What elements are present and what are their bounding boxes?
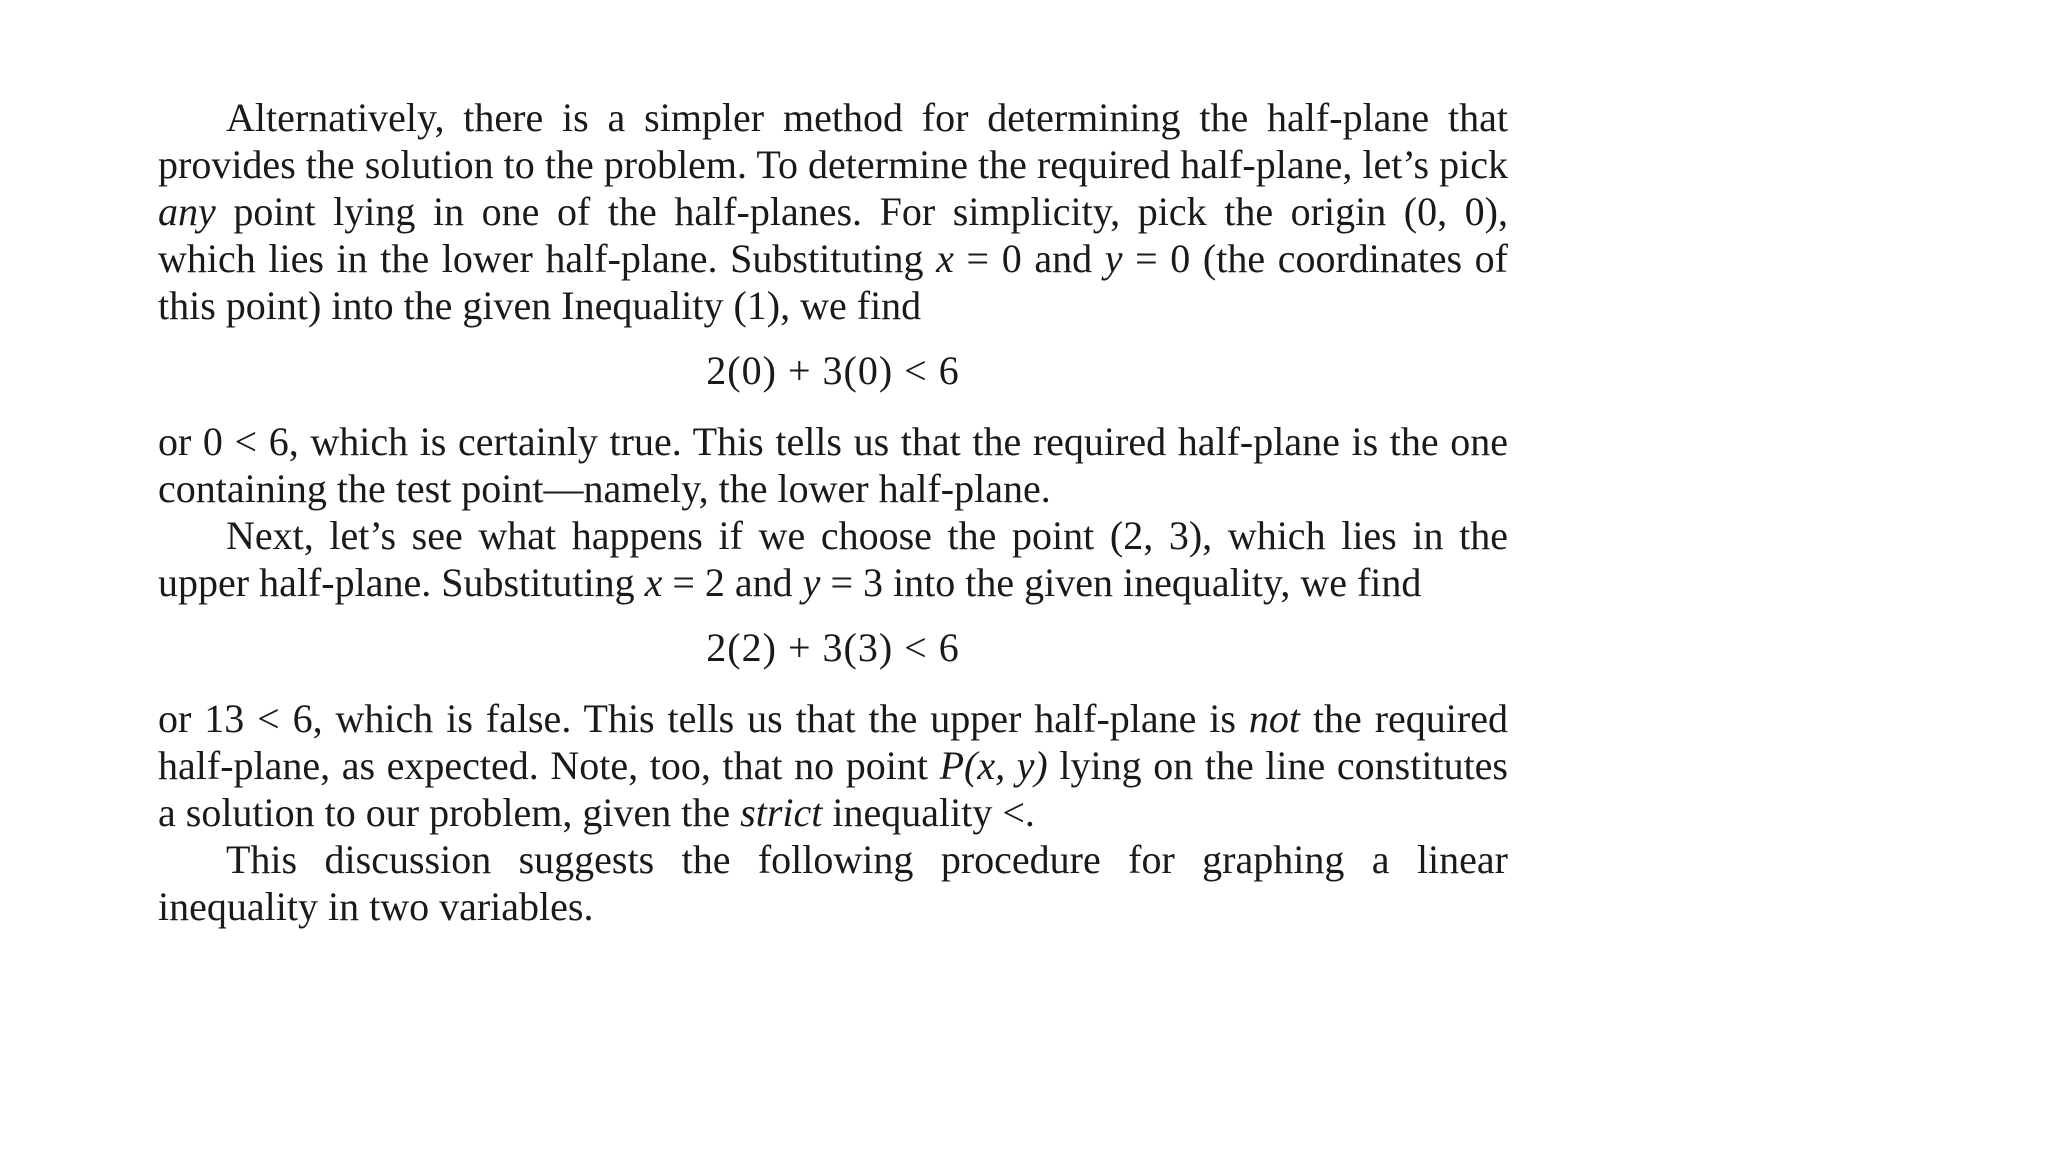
paragraph-alternative-method [158, 94, 1508, 329]
p3-variable-x: x [644, 560, 663, 605]
p1-text-d: = 0 (the coordinates of this point) into the given Inequality (1), we find [158, 236, 1508, 328]
p3-text-b: = 2 and [662, 560, 803, 605]
p4-text-a: or 13 < 6, which is false. This tells us that the upper half-plane is [158, 696, 1249, 741]
p4-emphasis-not: not [1248, 696, 1301, 741]
p1-emphasis-any: any [158, 189, 216, 234]
paragraph-discussion-summary: This discussion suggests the following procedure for graphing a linear inequality in two variables. [158, 837, 1508, 929]
paragraph-point-result [158, 695, 1508, 836]
equation-origin-test: 2(0) + 3(0) < 6 [706, 348, 960, 393]
p4-text-d: inequality <. [822, 790, 1035, 835]
p4-text-c: lying on the line constitutes a solution to our problem, given the [158, 743, 1508, 835]
p1-text-a: Alternatively, there is a simpler method for determining the half-plane that provides the solution to the problem. To determine the required half-plane, let’s pick [158, 95, 1508, 187]
p3-variable-y: y [802, 560, 821, 605]
p1-text-b: point lying in one of the half-planes. For simplicity, pick the origin (0, 0), which lies in the lower half-plane. Substituting [158, 189, 1508, 281]
text-body [158, 94, 1508, 930]
paragraph-next-point [158, 512, 1508, 606]
equation-point-test: 2(2) + 3(3) < 6 [706, 625, 960, 670]
p3-text-a: Next, let’s see what happens if we choose the point (2, 3), which lies in the upper half-plane. Substituting [158, 513, 1508, 605]
p1-text-c: = 0 and [953, 236, 1105, 281]
p4-emphasis-strict: strict [740, 790, 823, 835]
p4-point-p: P(x, y) [939, 743, 1048, 788]
p1-variable-x: x [936, 236, 954, 281]
p4-text-b: the required half-plane, as expected. Note, too, that no point [158, 696, 1508, 788]
p1-variable-y: y [1104, 236, 1123, 281]
paragraph-origin-result: or 0 < 6, which is certainly true. This tells us that the required half-plane is the one containing the test point—namely, the lower half-plane. [158, 419, 1508, 511]
p3-text-c: = 3 into the given inequality, we find [820, 560, 1422, 605]
